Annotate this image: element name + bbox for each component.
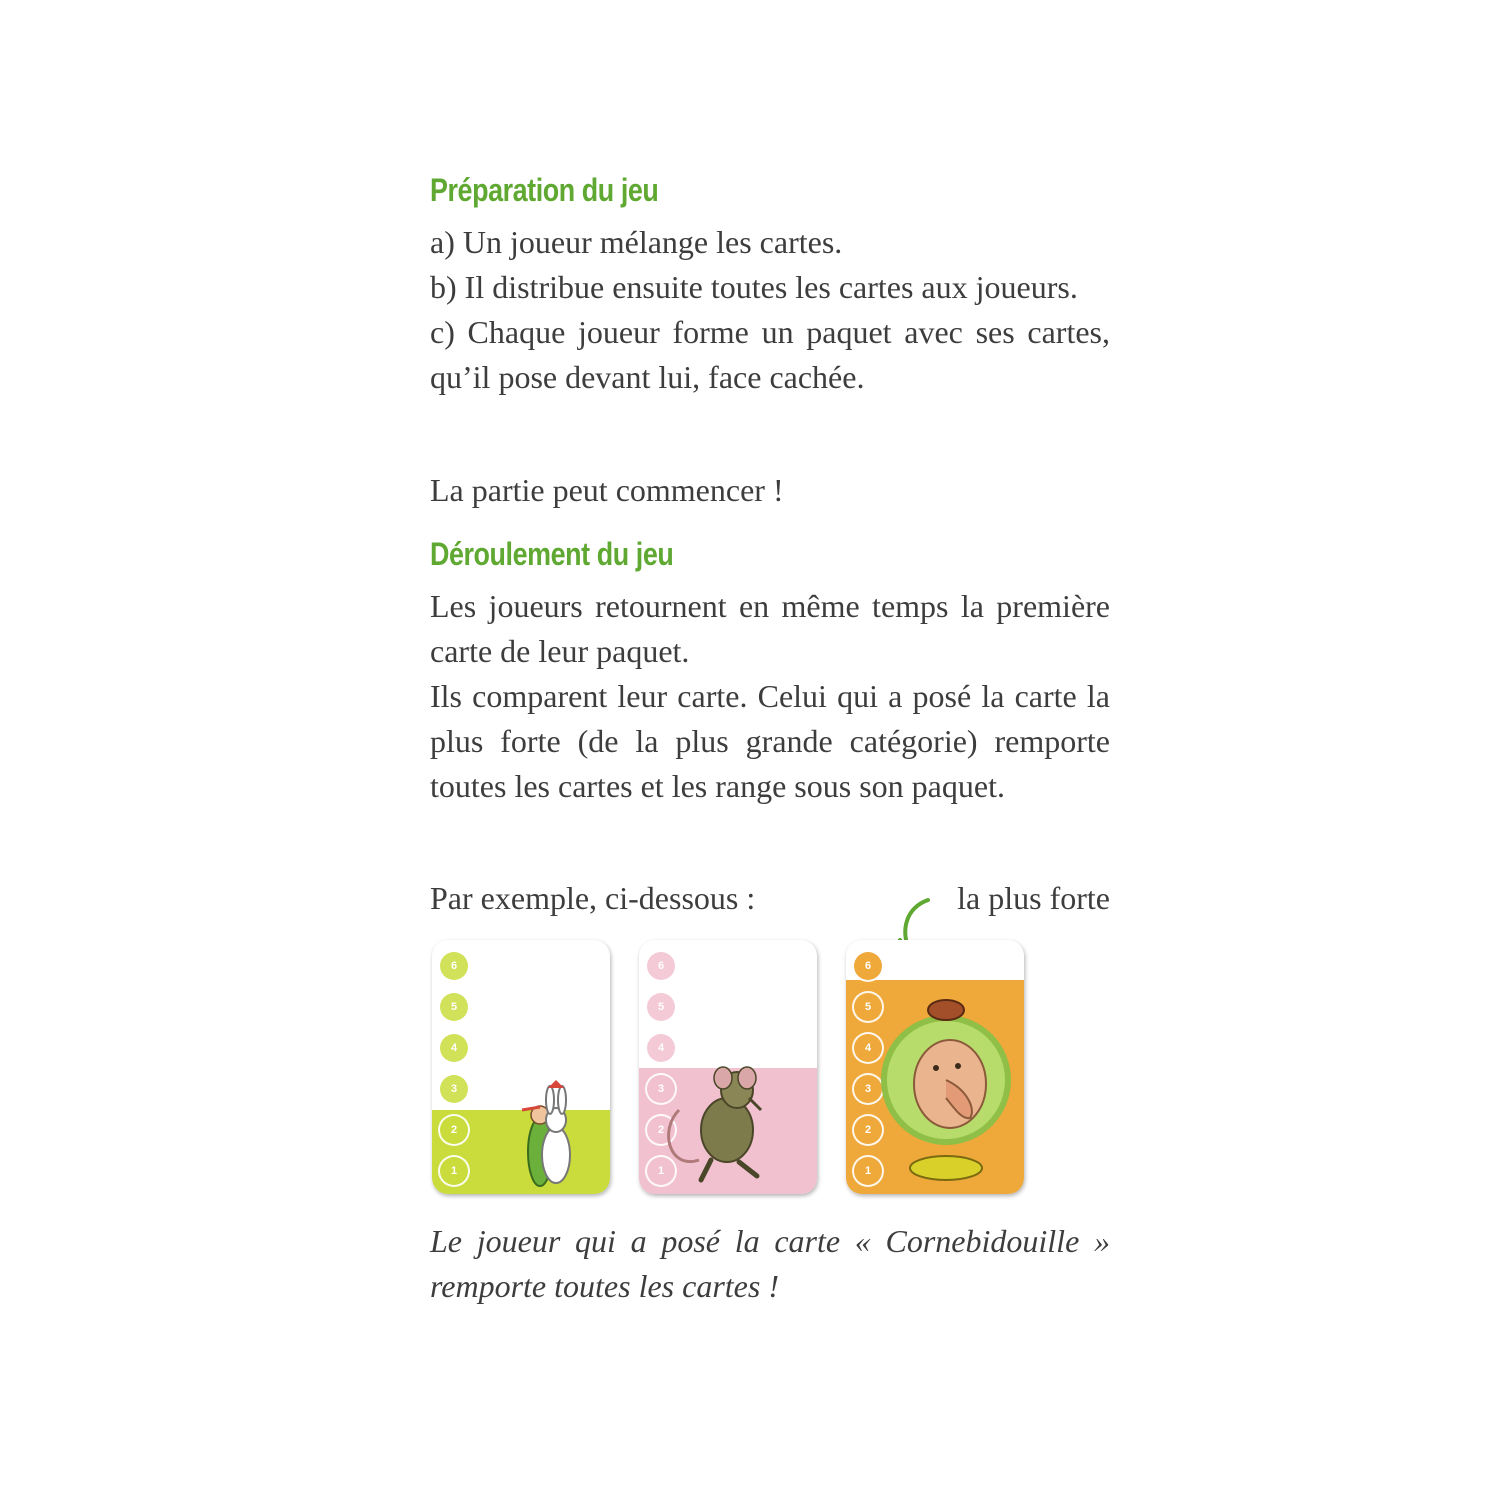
scale-badge-2: 2 bbox=[440, 1116, 468, 1144]
scale-badge-1: 1 bbox=[854, 1157, 882, 1185]
scale-badge-5: 5 bbox=[440, 993, 468, 1021]
scale-badge-4: 4 bbox=[440, 1034, 468, 1062]
card-level-6 bbox=[846, 940, 1024, 1194]
paragraph-reveal: Les joueurs retournent en même temps la première carte de leur paquet. bbox=[430, 588, 1110, 669]
card-level-2 bbox=[432, 940, 610, 1194]
start-sentence: La partie peut commencer ! bbox=[430, 472, 784, 508]
strongest-label: la plus forte bbox=[957, 880, 1110, 916]
scale-badge-2: 2 bbox=[854, 1116, 882, 1144]
step-a: a) Un joueur mélange les cartes. bbox=[430, 224, 843, 260]
scale-badge-2: 2 bbox=[647, 1116, 675, 1144]
scale-badge-3: 3 bbox=[647, 1075, 675, 1103]
scale-badge-5: 5 bbox=[647, 993, 675, 1021]
step-c: c) Chaque joueur forme un paquet avec ses cartes, qu’il pose devant lui, face cachée. bbox=[430, 314, 1110, 395]
scale-badge-1: 1 bbox=[440, 1157, 468, 1185]
scale-badge-6: 6 bbox=[440, 952, 468, 980]
example-caption: Le joueur qui a posé la carte « Cornebidouille » remporte toutes les cartes ! bbox=[430, 1223, 1110, 1304]
scale-badge-3: 3 bbox=[854, 1075, 882, 1103]
scale-badge-1: 1 bbox=[647, 1157, 675, 1185]
rat-illustration bbox=[639, 940, 817, 1194]
paragraph-compare: Ils comparent leur carte. Celui qui a posé la carte la plus forte (de la plus grande catégorie) remporte toutes les cartes et les range sous son paquet. bbox=[430, 678, 1110, 804]
deroulement-text bbox=[430, 584, 1110, 809]
card-level-3 bbox=[639, 940, 817, 1194]
step-b: b) Il distribue ensuite toutes les cartes aux joueurs. bbox=[430, 269, 1078, 305]
rabbit-clown-illustration bbox=[432, 940, 610, 1194]
scale-badge-5: 5 bbox=[854, 993, 882, 1021]
scale-badge-6: 6 bbox=[647, 952, 675, 980]
preparation-steps bbox=[430, 220, 1110, 400]
scale-badge-6: 6 bbox=[854, 952, 882, 980]
example-label: Par exemple, ci-dessous : bbox=[430, 880, 756, 916]
section-title-preparation: Préparation du jeu bbox=[430, 172, 659, 208]
scale-badge-4: 4 bbox=[854, 1034, 882, 1062]
scale-badge-3: 3 bbox=[440, 1075, 468, 1103]
scale-badge-4: 4 bbox=[647, 1034, 675, 1062]
section-title-deroulement: Déroulement du jeu bbox=[430, 536, 674, 572]
cornebidouille-illustration bbox=[846, 940, 1024, 1194]
